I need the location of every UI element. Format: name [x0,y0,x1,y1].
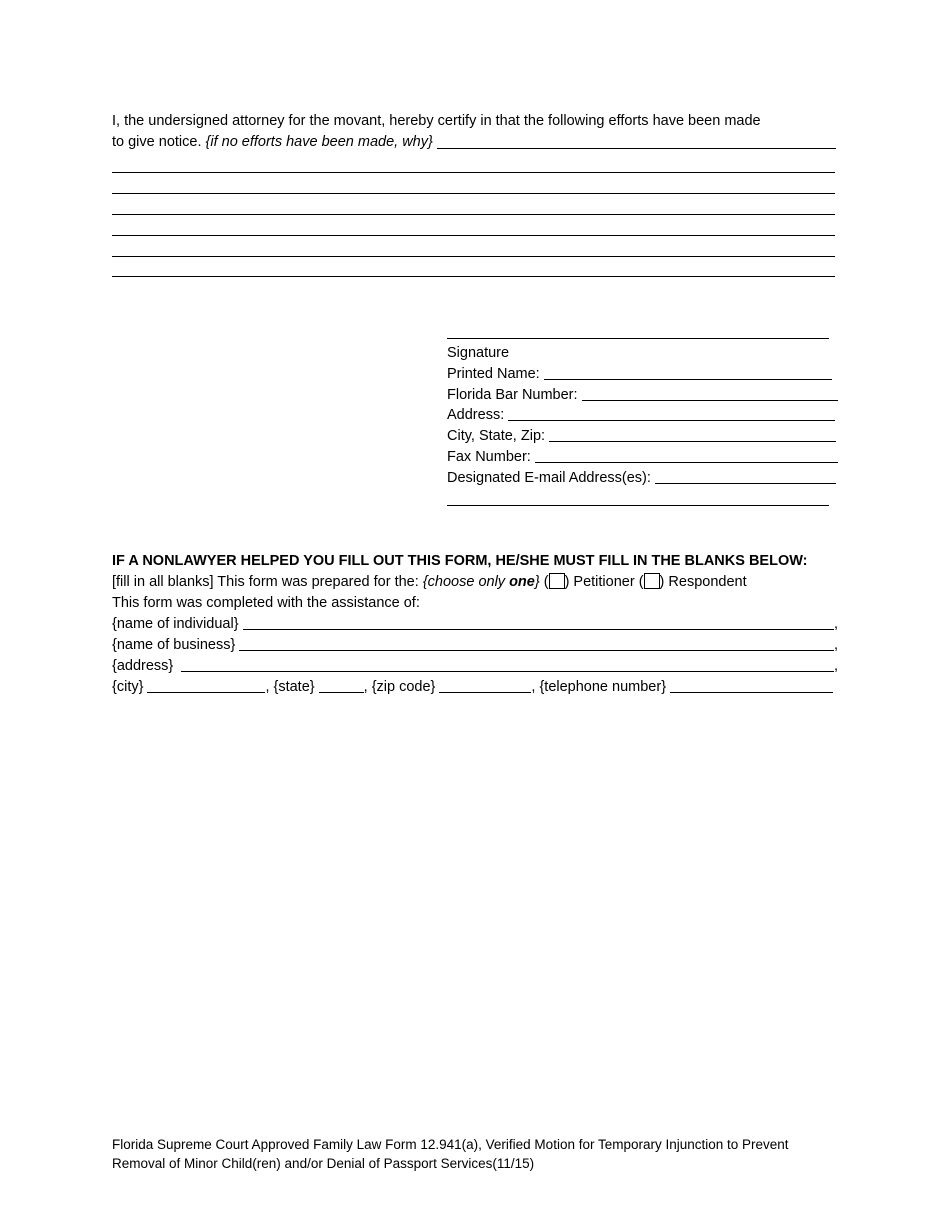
signature-line[interactable] [447,338,829,339]
attorney-address-field[interactable] [447,405,835,425]
efforts-blank-4[interactable] [112,214,835,215]
signature-label: Signature [447,345,510,361]
nonlawyer-heading: IF A NONLAWYER HELPED YOU FILL OUT THIS FORM, HE/SHE MUST FILL IN THE BLANKS BELOW: [112,553,808,569]
attorney-address-label: Address: [447,407,505,423]
name-of-individual-label: {name of individual} [112,616,239,632]
efforts-blank-6[interactable] [112,256,835,257]
preparer-address-field[interactable]: {address} , [112,658,838,674]
prepared-prefix: [fill in all blanks] This form was prepared for the: [112,574,419,590]
efforts-blank-2[interactable] [112,172,835,173]
email-field[interactable] [447,468,836,488]
name-of-business-field[interactable]: {name of business} , [112,637,838,653]
completed-with-label: This form was completed with the assistance of: [112,595,420,611]
bar-number-field[interactable] [447,385,838,405]
email-continuation-line[interactable] [447,505,829,506]
preparer-address-label: {address} [112,658,174,674]
fax-number-field[interactable] [447,447,838,467]
name-of-individual-field[interactable]: {name of individual} , [112,616,838,632]
fax-number-label: Fax Number: [447,449,531,465]
certification-paragraph [112,111,836,153]
prepared-for-row: [fill in all blanks] This form was prepared for the: {choose only one} ( ) Petitioner ( ) Respondent [112,574,747,590]
city-label: {city} [112,679,144,695]
form-footer [112,1135,842,1173]
state-label: {state} [273,679,315,695]
bar-number-label: Florida Bar Number: [447,387,578,403]
certification-line-2 [112,132,836,153]
respondent-checkbox[interactable] [644,573,660,589]
certification-prefix: to give notice. [112,134,202,150]
zip-blank[interactable] [439,692,531,693]
efforts-blank-1[interactable] [437,148,836,149]
telephone-label: {telephone number} [539,679,667,695]
efforts-blank-7[interactable] [112,276,835,277]
email-label: Designated E-mail Address(es): [447,470,651,486]
name-of-business-label: {name of business} [112,637,236,653]
footer-date: (11/15) [492,1156,535,1171]
state-blank[interactable] [319,692,364,693]
city-blank[interactable] [147,692,265,693]
efforts-blank-5[interactable] [112,235,835,236]
footer-line-1: Florida Supreme Court Approved Family Law Form 12.941(a), Verified Motion for Temporary Injunction to Prevent [112,1137,789,1152]
petitioner-checkbox[interactable] [549,573,565,589]
city-state-zip-phone-row: {city} , {state} , {zip code} , {telephone number} [112,677,833,697]
telephone-blank[interactable] [670,692,833,693]
city-state-zip-label: City, State, Zip: [447,428,546,444]
respondent-label: Respondent [668,574,747,590]
city-state-zip-field[interactable] [447,426,836,446]
printed-name-field[interactable] [447,364,832,384]
printed-name-label: Printed Name: [447,366,540,382]
footer-line-2: Removal of Minor Child(ren) and/or Denial of Passport Services(11/15) [112,1156,535,1171]
certification-italic-note: {if no efforts have been made, why} [205,134,433,150]
petitioner-label: Petitioner [573,574,635,590]
choose-only-note: {choose only one} [422,574,540,590]
efforts-blank-3[interactable] [112,193,835,194]
zip-label: {zip code} [371,679,436,695]
certification-line-1: I, the undersigned attorney for the movant, hereby certify in that the following efforts have been made [112,113,761,129]
